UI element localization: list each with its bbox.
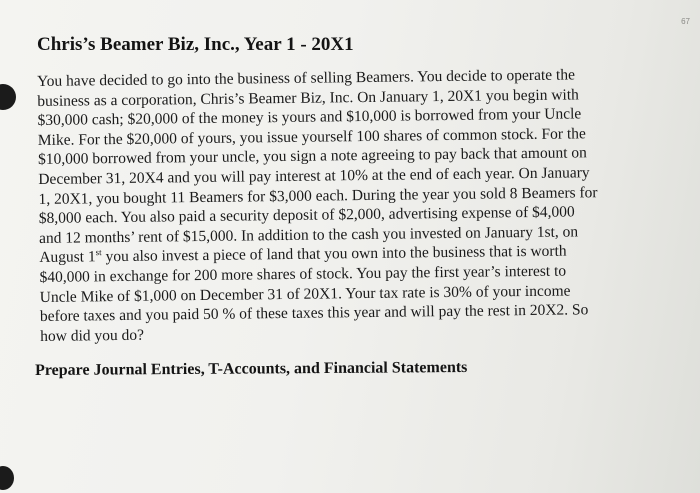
binder-hole-top — [0, 84, 16, 110]
ordinal-suffix: st — [95, 247, 102, 258]
body-line: You have decided to go into the business of selling Beamers. You decide to operate the — [37, 66, 576, 90]
page-number: 67 — [681, 17, 690, 26]
body-line: $10,000 borrowed from your uncle, you sign a note agreeing to pay back that amount on — [37, 144, 587, 169]
binder-hole-bottom — [0, 466, 14, 490]
instruction-heading: Prepare Journal Entries, T-Accounts, and Financial Statements — [35, 358, 468, 379]
body-line: $8,000 each. You also paid a security deposit of $2,000, advertising expense of $4,000 — [38, 203, 575, 228]
body-line: $40,000 in exchange for 200 more shares of stock. You pay the first year’s interest to — [39, 262, 567, 286]
body-line: before taxes and you paid 50 % of these taxes this year and will pay the rest in 20X2. So — [39, 301, 589, 326]
body-line: Uncle Mike of $1,000 on December 31 of 20X1. Your tax rate is 30% of your income — [39, 282, 571, 306]
body-line-text: you also invest a piece of land that you own into the business that is worth — [101, 242, 567, 266]
body-line: 1, 20X1, you bought 11 Beamers for $3,000 each. During the year you sold 8 Beamers for — [38, 183, 598, 208]
body-line: business as a corporation, Chris’s Beamer Biz, Inc. On January 1, 20X1 you begin with — [37, 85, 579, 110]
body-line: how did you do? — [40, 326, 145, 345]
problem-title: Chris’s Beamer Biz, Inc., Year 1 - 20X1 — [37, 34, 354, 55]
body-line: Mike. For the $20,000 of yours, you issue yourself 100 shares of common stock. For the — [37, 125, 586, 149]
problem-description — [37, 64, 680, 346]
body-line-text: August 1 — [39, 248, 96, 267]
body-line: $30,000 cash; $20,000 of the money is yours and $10,000 is borrowed from your Uncle — [37, 105, 582, 130]
body-line: December 31, 20X4 and you will pay interest at 10% at the end of each year. On January — [38, 164, 590, 188]
body-line: and 12 months’ rent of $15,000. In addition to the cash you invested on January 1st, on — [38, 223, 579, 247]
